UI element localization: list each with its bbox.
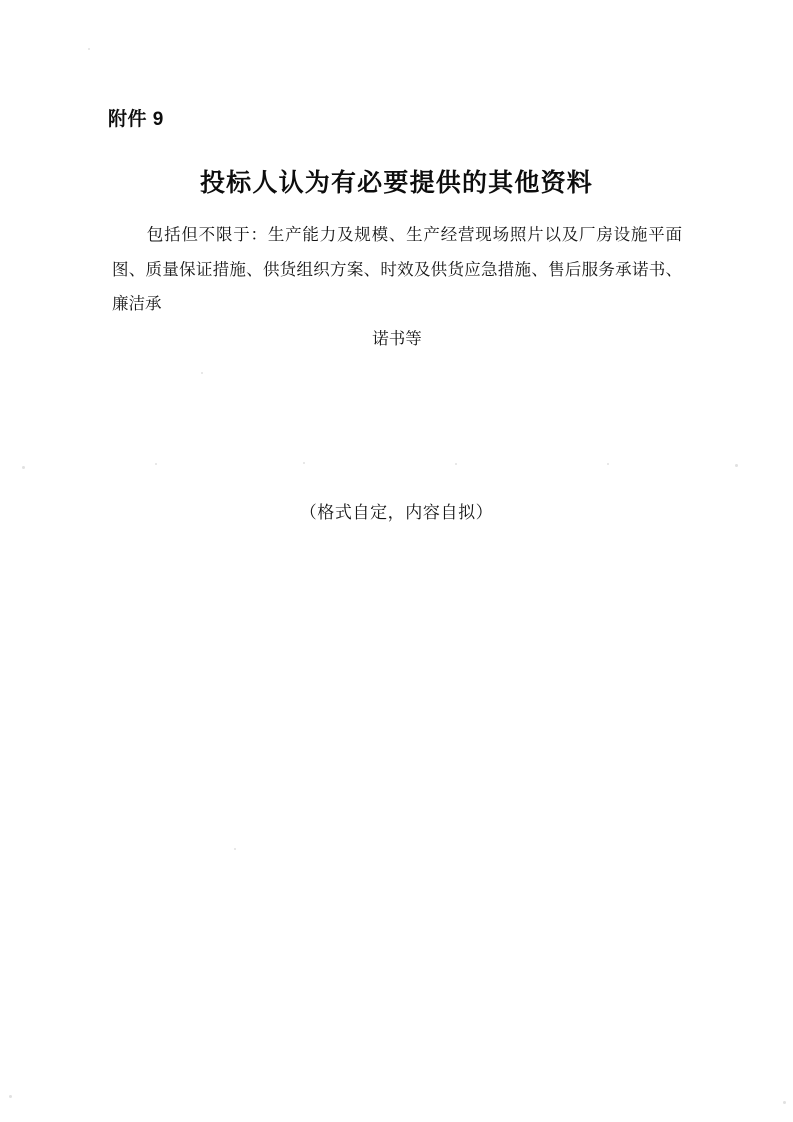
format-note: （格式自定，内容自拟）	[299, 503, 494, 522]
scan-speckle	[22, 466, 25, 469]
attachment-label: 附件 9	[108, 109, 164, 130]
scan-speckle	[9, 1095, 12, 1098]
scan-speckle	[201, 372, 203, 374]
scan-speckle	[88, 48, 90, 50]
scan-speckle	[155, 463, 157, 465]
scan-speckle	[455, 463, 457, 465]
scan-speckle	[303, 462, 305, 464]
scan-speckle	[607, 463, 609, 465]
body-last-line: 诺书等	[372, 329, 422, 348]
page-title: 投标人认为有必要提供的其他资料	[199, 168, 593, 197]
body-paragraph	[112, 218, 682, 357]
scan-speckle	[234, 848, 236, 850]
body-main-text: 包括但不限于：生产能力及规模、生产经营现场照片以及厂房设施平面图、质量保证措施、供货组织方案、时效及供货应急措施、售后服务承诺书、廉洁承	[112, 226, 682, 314]
scan-speckle	[783, 1101, 786, 1104]
scan-speckle	[735, 464, 738, 467]
